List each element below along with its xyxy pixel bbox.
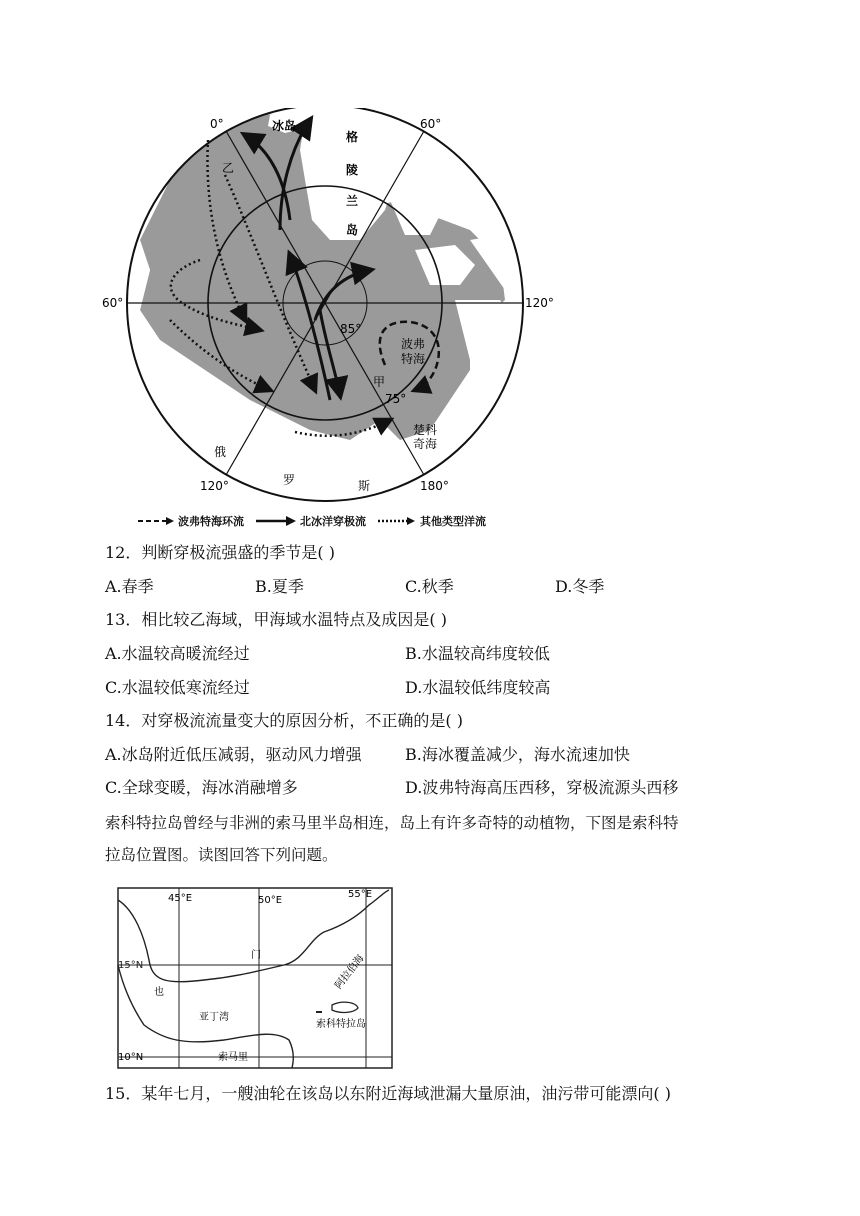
beaufort-label-2: 特海: [401, 352, 426, 366]
iceland-label: 冰岛: [272, 119, 297, 133]
lon-55-label: 55°E: [348, 889, 373, 900]
passage-line-2: 拉岛位置图。读图回答下列问题。: [105, 846, 338, 864]
djibouti-label: 也: [154, 987, 164, 998]
question-13-stem: 13．相比较乙海域，甲海域水温特点及成因是( ): [105, 610, 447, 629]
arabian-sea-label: 阿拉伯海: [333, 953, 367, 992]
q14-option-c[interactable]: C.全球变暖，海冰消融增多: [105, 778, 298, 797]
lat-10-label: 10°N: [118, 1052, 144, 1063]
greenland-label-4: 岛: [346, 223, 359, 237]
q14-option-d[interactable]: D.波弗特海高压西移，穿极流源头西移: [405, 778, 679, 797]
yemen-label: 门: [251, 950, 261, 961]
passage-line-1: 索科特拉岛曾经与非洲的索马里半岛相连，岛上有许多奇特的动植物，下图是索科特: [105, 814, 679, 832]
question-15-stem: 15．某年七月，一艘油轮在该岛以东附近海域泄漏大量原油，油污带可能漂向( ): [105, 1084, 671, 1103]
question-14-stem: 14．对穿极流流量变大的原因分析，不正确的是( ): [105, 711, 463, 730]
somalia-label: 索马里: [218, 1052, 248, 1063]
russia-label-si: 斯: [358, 479, 371, 493]
q13-option-c[interactable]: C.水温较低寒流经过: [105, 678, 250, 697]
legend-item-transpolar: [256, 513, 366, 529]
russia-label-luo: 罗: [283, 473, 296, 487]
jia-label: 甲: [373, 375, 386, 389]
lon-45-label: 45°E: [168, 893, 193, 904]
meridian-180-label: 180°: [420, 479, 449, 493]
legend-item-other: [378, 513, 486, 529]
yi-label: 乙: [222, 161, 235, 175]
q14-option-a[interactable]: A.冰岛附近低压减弱，驱动风力增强: [105, 745, 362, 764]
lat-15-label: 15°N: [118, 960, 144, 971]
q13-option-b[interactable]: B.水温较高纬度较低: [405, 644, 550, 663]
beaufort-label-1: 波弗: [401, 337, 426, 351]
question-12-stem: 12．判断穿极流强盛的季节是( ): [105, 543, 335, 562]
meridian-60w-label: 60°: [102, 296, 124, 310]
q12-option-a[interactable]: A.春季: [105, 577, 154, 596]
dotted-arrow-icon: [378, 516, 416, 526]
greenland-label-2: 陵: [346, 163, 359, 177]
socotra-island: [332, 1002, 358, 1012]
greenland-label-3: 兰: [346, 194, 359, 208]
q12-option-d[interactable]: D.冬季: [555, 577, 605, 596]
greenland-label-1: 格: [346, 130, 359, 144]
meridian-0-label: 0°: [210, 117, 224, 131]
solid-arrow-icon: [256, 516, 296, 526]
legend-label: 波弗特海环流: [178, 515, 244, 528]
legend-item-beaufort: [138, 513, 244, 529]
q13-option-d[interactable]: D.水温较低纬度较高: [405, 678, 551, 697]
meridian-60e-label: 60°: [420, 117, 442, 131]
arctic-current-map: [100, 108, 560, 508]
meridian-120w-label: 120°: [200, 479, 229, 493]
chukchi-label-1: 楚科: [413, 423, 438, 437]
socotra-location-map: [104, 880, 396, 1072]
legend-label: 北冰洋穿极流: [300, 515, 366, 528]
lon-50-label: 50°E: [258, 895, 283, 906]
dashed-arrow-icon: [138, 516, 174, 526]
russia-label-e: 俄: [214, 445, 227, 459]
socotra-label: 索科特拉岛: [316, 1019, 366, 1030]
gulf-of-aden-label: 亚丁湾: [199, 1012, 229, 1023]
q13-option-a[interactable]: A.水温较高暖流经过: [105, 644, 250, 663]
map-legend: [138, 512, 498, 530]
lat-75-label: 75°: [385, 392, 407, 406]
chukchi-label-2: 奇海: [413, 437, 438, 451]
q14-option-b[interactable]: B.海冰覆盖减少，海水流速加快: [405, 745, 630, 764]
lat-85-label: 85°: [340, 322, 362, 336]
q12-option-c[interactable]: C.秋季: [405, 577, 454, 596]
q12-option-b[interactable]: B.夏季: [255, 577, 304, 596]
legend-label: 其他类型洋流: [420, 515, 486, 528]
meridian-120e-label: 120°: [525, 296, 554, 310]
